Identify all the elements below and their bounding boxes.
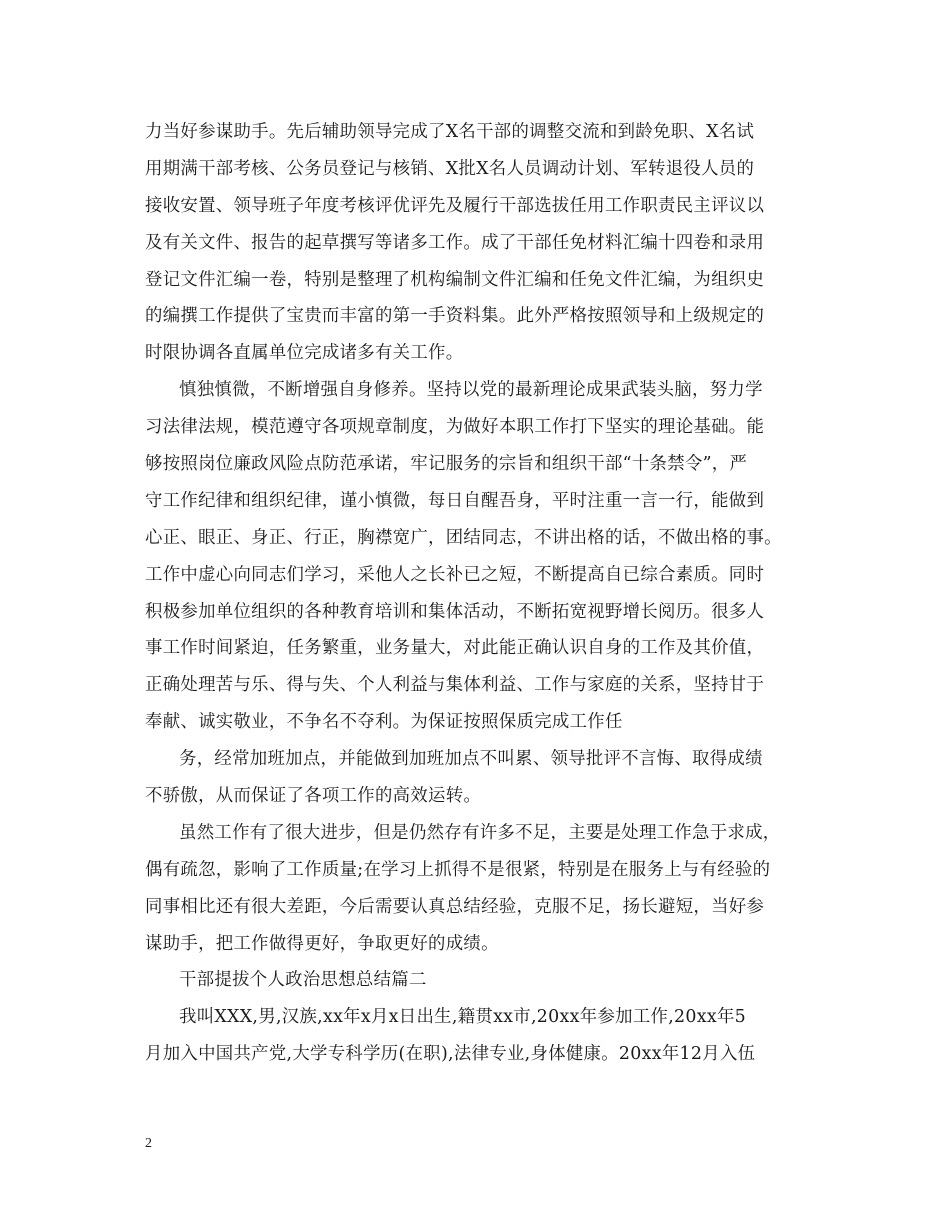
text-line: 守工作纪律和组织纪律，谨小慎微，每日自醒吾身，平时注重一言一行，能做到 xyxy=(145,490,765,511)
text-line: 的编撰工作提供了宝贵而丰富的第一手资料集。此外严格按照领导和上级规定的 xyxy=(145,306,765,327)
text-line: 奉献、诚实敬业，不争名不夺利。为保证按照保质完成工作任 xyxy=(145,712,623,733)
text-line: 习法律法规，模范遵守各项规章制度，为做好本职工作打下坚实的理论基础。能 xyxy=(145,417,765,438)
text-line: 用期满干部考核、公务员登记与核销、X批X名人员调动计划、军转退役人员的 xyxy=(145,158,755,179)
text-line: 够按照岗位廉政风险点防范承诺，牢记服务的宗旨和组织干部“十条禁令”，严 xyxy=(145,454,748,475)
document-body xyxy=(145,114,805,1073)
text-line: 时限协调各直属单位完成诸多有关工作。 xyxy=(145,343,464,364)
paragraph-start-line: 务，经常加班加点，并能做到加班加点不叫累、领导批评不言悔、取得成绩 xyxy=(179,749,763,770)
page-number: 2 xyxy=(145,1136,152,1151)
text-line: 登记文件汇编一卷，特别是整理了机构编制文件汇编和任免文件汇编，为组织史 xyxy=(145,269,765,290)
text-line: 同事相比还有很大差距，今后需要认真总结经验，克服不足，扬长避短，当好参 xyxy=(145,896,765,917)
text-line: 事工作时间紧迫，任务繁重，业务量大，对此能正确认识自身的工作及其价值， xyxy=(145,638,765,659)
text-line: 月加入中国共产党,大学专科学历(在职),法律专业,身体健康。20xx年12月入伍 xyxy=(145,1044,756,1065)
section-heading: 干部提拔个人政治思想总结篇二 xyxy=(179,970,427,991)
text-line: 力当好参谋助手。先后辅助领导完成了X名干部的调整交流和到龄免职、X名试 xyxy=(145,122,755,142)
paragraph-start-line: 虽然工作有了很大进步，但是仍然存有许多不足，主要是处理工作急于求成， xyxy=(179,822,781,843)
paragraph-start-line: 我叫XXX,男,汉族,xx年x月x日出生,籍贯xx市,20xx年参加工作,20xx年5 xyxy=(179,1007,747,1028)
text-line: 及有关文件、报告的起草撰写等诸多工作。成了干部任免材料汇编十四卷和录用 xyxy=(145,232,765,253)
text-line: 工作中虚心向同志们学习，采他人之长补已之短，不断提高自已综合素质。同时 xyxy=(145,564,765,585)
text-line: 正确处理苦与乐、得与失、个人利益与集体利益、工作与家庭的关系，坚持甘于 xyxy=(145,675,765,696)
text-line: 接收安置、领导班子年度考核评优评先及履行干部选拔任用工作职责民主评议以 xyxy=(145,195,765,216)
text-line: 积极参加单位组织的各种教育培训和集体活动，不断拓宽视野增长阅历。很多人 xyxy=(145,601,765,622)
text-line: 谋助手，把工作做得更好，争取更好的成绩。 xyxy=(145,933,499,954)
paragraph-start-line: 慎独慎微，不断增强自身修养。坚持以党的最新理论成果武装头脑，努力学 xyxy=(179,380,763,401)
text-line: 偶有疏忽，影响了工作质量;在学习上抓得不是很紧，特别是在服务上与有经验的 xyxy=(145,859,771,880)
text-line: 心正、眼正、身正、行正，胸襟宽广，团结同志，不讲出格的话，不做出格的事。 xyxy=(145,527,782,548)
text-line: 不骄傲，从而保证了各项工作的高效运转。 xyxy=(145,786,482,807)
